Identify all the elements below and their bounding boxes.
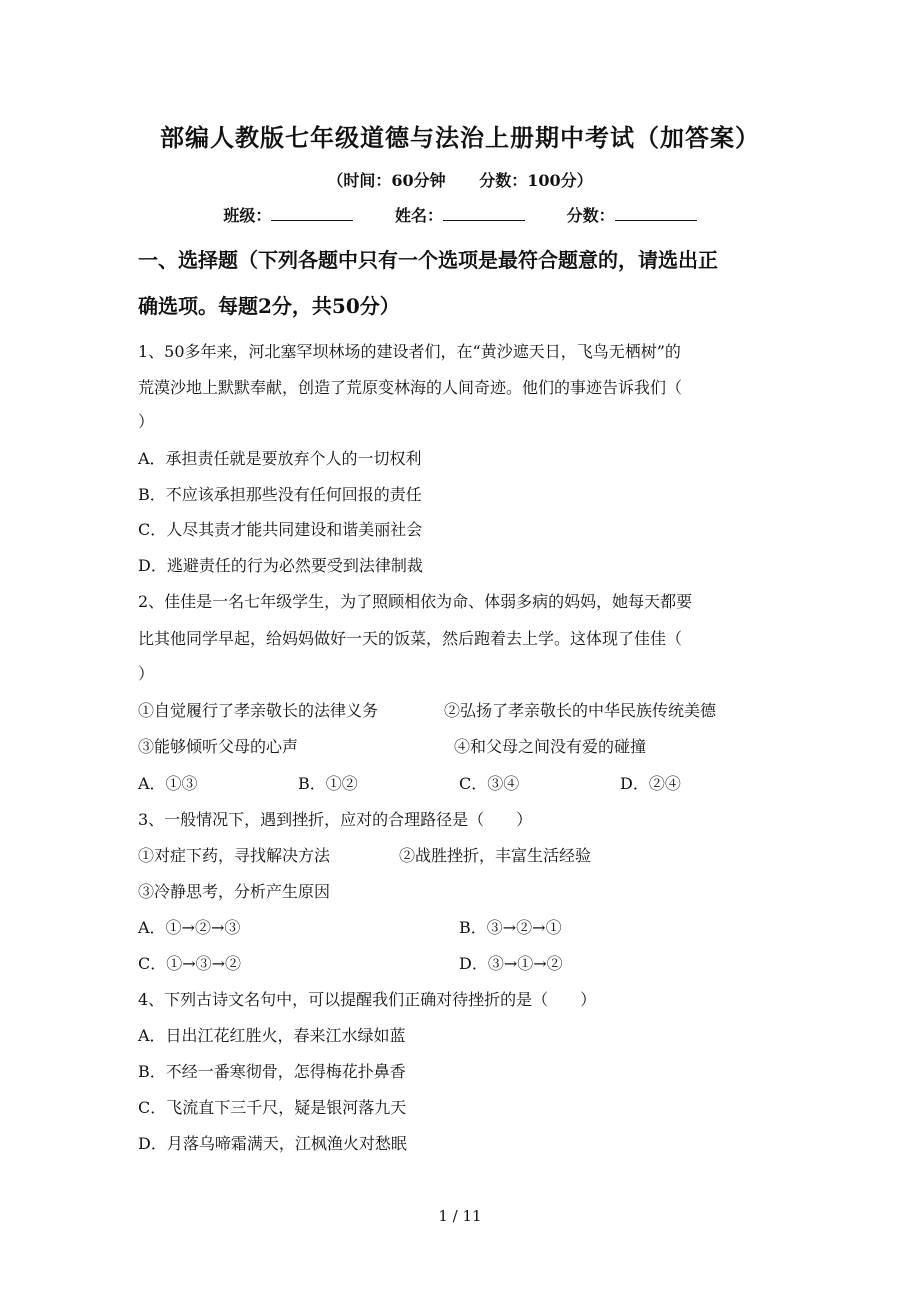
q2-option-d: D．②④ [620,774,681,793]
score-label: 分数： [566,206,615,225]
q3-option-c: C．①→③→② [138,954,242,973]
q3-stem: 3、一般情况下，遇到挫折，应对的合理路径是（ ） [138,810,533,829]
section-heading-line2: 确选项。每题2分，共50分） [138,294,400,318]
class-blank [271,206,353,221]
q2-statement-1: ①自觉履行了孝亲敬长的法律义务 [138,701,379,720]
time-info: （时间：60分钟 [327,171,446,190]
q2-stem-line3: ） [138,664,155,683]
name-field [395,203,525,226]
q4-stem: 4、下列古诗文名句中，可以提醒我们正确对待挫折的是（ ） [138,990,597,1009]
q1-option-c: C．人尽其责才能共同建设和谐美丽社会 [138,520,423,539]
q2-statement-4: ④和父母之间没有爱的碰撞 [454,737,647,756]
q1-option-d: D．逃避责任的行为必然要受到法律制裁 [138,556,423,575]
q3-option-a: A．①→②→③ [138,918,241,937]
page-title: 部编人教版七年级道德与法治上册期中考试（加答案） [160,123,760,152]
q1-option-a: A．承担责任就是要放弃个人的一切权利 [138,449,422,468]
section-heading-line1: 一、选择题（下列各题中只有一个选项是最符合题意的，请选出正 [138,248,718,272]
q4-option-b: B．不经一番寒彻骨，怎得梅花扑鼻香 [138,1062,406,1081]
score-field [567,203,697,226]
q2-option-a: A．①③ [138,774,198,793]
score-blank [615,206,697,221]
q1-stem-line3: ） [138,412,155,431]
q1-stem-line1: 1、50多年来，河北塞罕坝林场的建设者们，在“黄沙遮天日，飞鸟无栖树”的 [138,342,681,361]
q3-option-d: D．③→①→② [459,954,563,973]
class-field [223,203,353,226]
q4-option-a: A．日出江花红胜火，春来江水绿如蓝 [138,1026,406,1045]
q2-stem-line2: 比其他同学早起，给妈妈做好一天的饭菜，然后跑着去上学。这体现了佳佳（ [138,629,683,648]
q2-option-c: C．③④ [459,774,520,793]
name-blank [443,206,525,221]
class-label: 班级： [223,206,272,225]
q3-statement-1: ①对症下药，寻找解决方法 [138,846,331,865]
q2-statement-3: ③能够倾听父母的心声 [138,737,299,756]
q3-statement-2: ②战胜挫折，丰富生活经验 [399,846,592,865]
score-info: 分数：100分） [479,171,593,190]
q3-option-b: B．③→②→① [459,918,562,937]
q4-option-c: C．飞流直下三千尺，疑是银河落九天 [138,1098,407,1117]
q4-option-d: D．月落乌啼霜满天，江枫渔火对愁眠 [138,1134,407,1153]
student-fields [0,203,920,226]
q2-stem-line1: 2、佳佳是一名七年级学生，为了照顾相依为命、体弱多病的妈妈，她每天都要 [138,592,693,611]
exam-time-info [0,168,920,191]
name-label: 姓名： [394,206,443,225]
q1-stem-line2: 荒漠沙地上默默奉献，创造了荒原变林海的人间奇迹。他们的事迹告诉我们（ [138,378,683,397]
q3-statement-3: ③冷静思考，分析产生原因 [138,882,331,901]
page-number: 1 / 11 [438,1207,482,1225]
q1-option-b: B．不应该承担那些没有任何回报的责任 [138,485,422,504]
q2-statement-2: ②弘扬了孝亲敬长的中华民族传统美德 [444,701,717,720]
q2-option-b: B．①② [298,774,358,793]
